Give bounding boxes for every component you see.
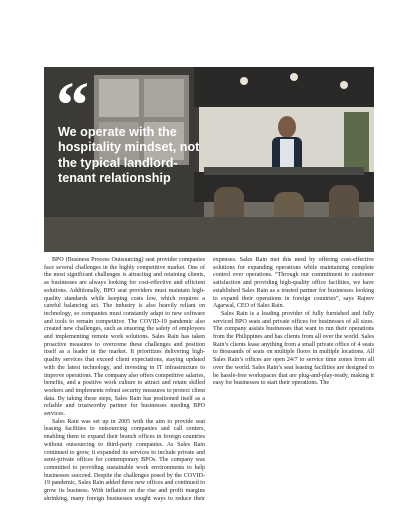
article-paragraph: Sales Rain was set up in 2005 with the aim to provide seat leasing facilities to outsourcing companies and call centers, enabling them to expand their branch offices in foreign countries without outsourcing to third-party companies. As Sales Rain continued to grow, it expanded its services to include private and semi-private offices for contemporary BPOs. The company was committed to providing sustainable work environments to help businesses succeed. Despite the challenges posed by the COVID-19 pandemic, Sales Rain added three new offices and continued to grow its business. With inflation on the rise and profit margins shrinking, many foreign businesses sought ways to reduce their expenses. Sales Rain met this need by offering cost-effective solutions for expanding operations while maintaining complete control over operations. “Through our commitment to customer satisfaction and providing high-quality office facilities, we have established Sales Rain as a trusted partner for businesses looking to expand their operations in foreign countries”, says Rajeev Agarwal, CEO of Sales Rain. — [44, 257, 374, 502]
article-paragraph: Sales Rain is a leading provider of fully furnished and fully serviced BPO seats and private offices for businesses of all sizes. The company assists businesses that want to run their operations from the Philippines and has clients from all over the world. Sales Rain’s clients lease anything from a small private office of 4 seats to thousands of seats on multiple floors in multiple locations. All Sales Rain’s offices are open 24/7 to service time zones from all over the world. Sales Rain’s seat leasing facilities are designed to be hassle-free workspaces that are plug-and-play-ready, making it easy for businesses to start their operations. The — [213, 310, 374, 387]
article-paragraph: BPO (Business Process Outsourcing) seat provider companies face several challenges in the highly competitive market. One of the most significant challenges is attracting and retaining clients, as businesses are always looking for cost-effective and efficient solutions. Additionally, BPO seat providers must maintain high-quality standards while keeping costs low, which requires a careful balancing act. The industry is also heavily reliant on technology, so companies must constantly adapt to new software and tools to remain competitive. The COVID-19 pandemic also created new challenges, such as ensuring the safety of employees and implementing remote work solutions. Sales Rain has taken proactive measures to overcome these challenges and position itself as a leader in the market. It prioritizes delivering high-quality services that exceed client expectations, staying updated with the latest technology, and investing in IT infrastructure to improve operations. The company also offers competitive salaries, benefits, and a positive work culture to attract and retain skilled workers and implements robust security measures to protect client data. By taking these steps, Sales Rain has positioned itself as a reliable and trustworthy partner for businesses needing BPO services. — [44, 257, 205, 418]
article-body — [44, 257, 374, 507]
quote-icon: “ — [56, 69, 89, 142]
pull-quote-headline: We operate with the hospitality mindset, not the typical landlord-tenant relationship — [58, 125, 200, 185]
hero-photo — [44, 67, 374, 252]
